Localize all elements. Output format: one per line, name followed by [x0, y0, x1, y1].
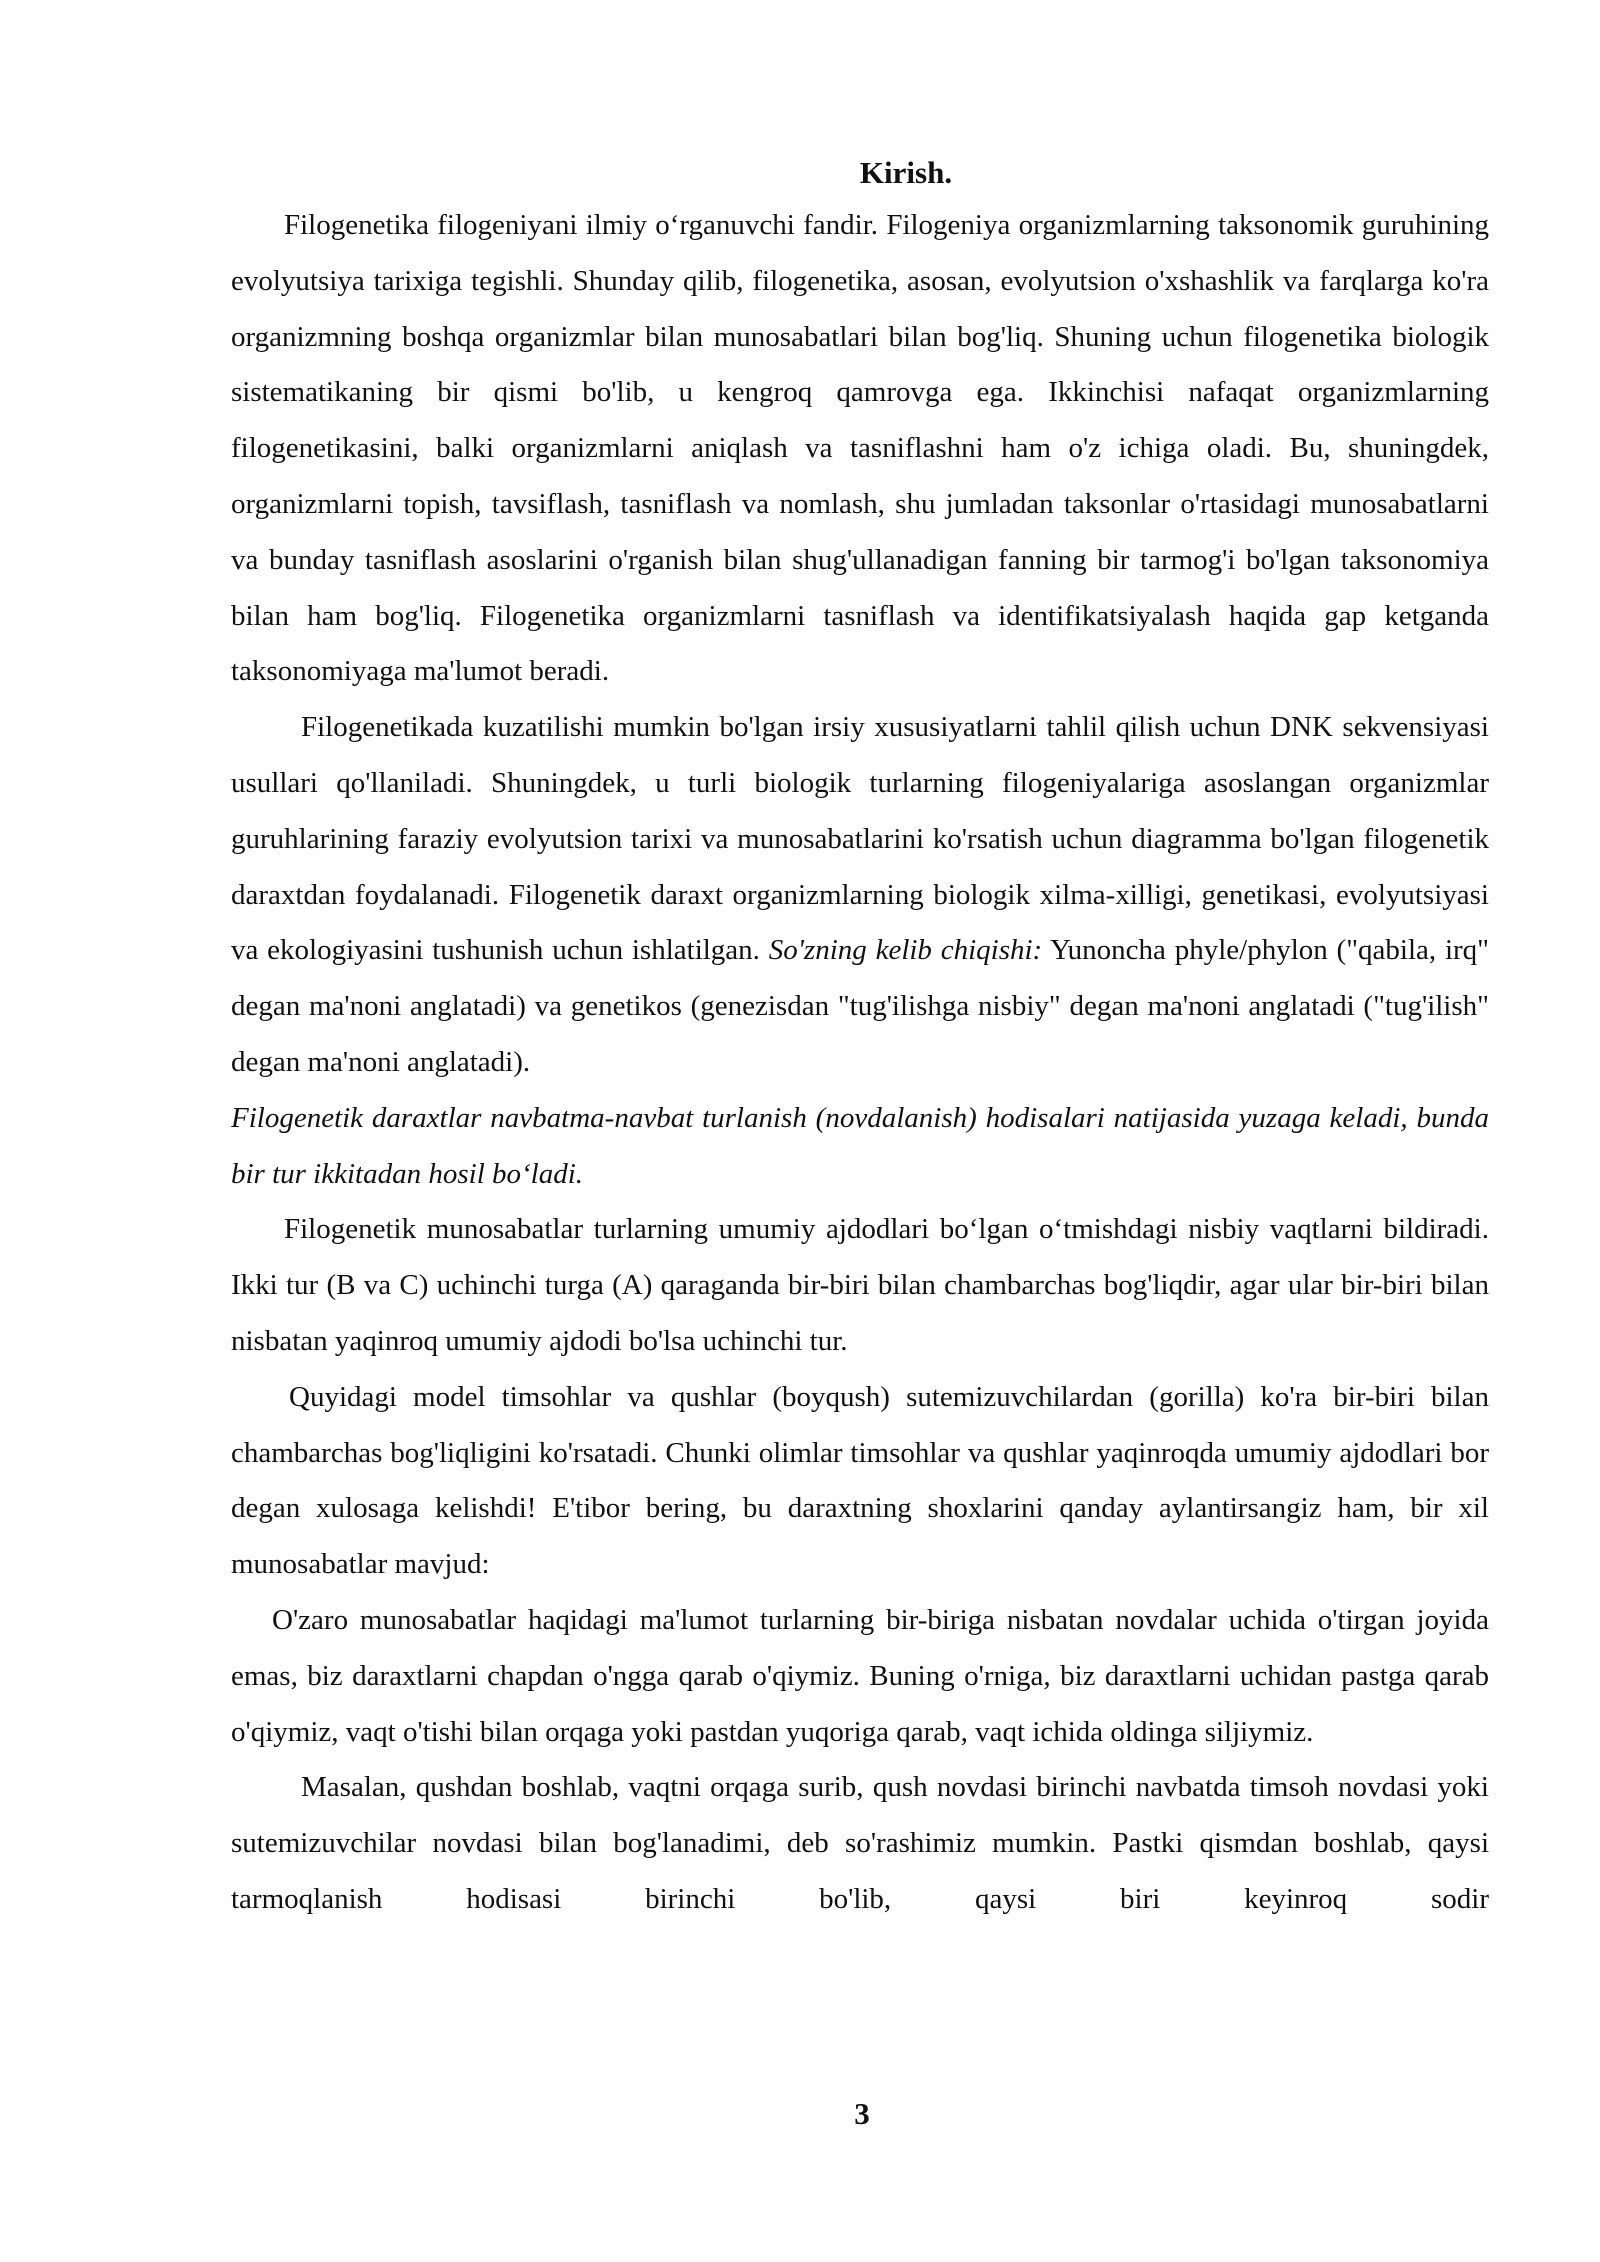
- document-page: [231, 148, 1489, 1928]
- italic-note-text: Filogenetik daraxtlar navbatma-navbat turlanish (novdalanish) hodisalari natijasida yuzaga keladi, bunda bir tur ikkitadan hosil bo‘ladi.: [231, 1101, 1489, 1190]
- paragraph-example: Masalan, qushdan boshlab, vaqtni orqaga surib, qush novdasi birinchi navbatda timsoh novdasi yoki sutemizuvchilar novdasi bilan bog'lanadimi, deb so'rashimiz mumkin. Pastki qismdan boshlab, qaysi tarmoqlanish hodisasi birinchi bo'lib, qaysi biri keyinroq sodir: [231, 1771, 1489, 1915]
- etymology-label: So'zning kelib chiqishi:: [768, 934, 1043, 967]
- paragraph-methods: [231, 700, 1489, 1091]
- page-number: 3: [854, 2096, 870, 2131]
- paragraph-italic-note: [231, 1091, 1489, 1203]
- paragraph-introduction: Filogenetika filogeniyani ilmiy o‘rganuvchi fandir. Filogeniya organizmlarning taksonomik guruhining evolyutsiya tarixiga tegishli. Shunday qilib, filogenetika, asosan, evolyutsion o'xshashlik va farqlarga ko'ra organizmning boshqa organizmlar bilan munosabatlari bilan bog'liq. Shuning uchun filogenetika biologik sistematikaning bir qismi bo'lib, u kengroq qamrovga ega. Ikkinchisi nafaqat organizmlarning filogenetikasini, balki organizmlarni aniqlash va tasniflashni ham o'z ichiga oladi. Bu, shuningdek, organizmlarni topish, tavsiflash, tasniflash va nomlash, shu jumladan taksonlar o'rtasidagi munosabatlarni va bunday tasniflash asoslarini o'rganish bilan shug'ullanadigan fanning bir tarmog'i bo'lgan taksonomiya bilan ham bog'liq. Filogenetika organizmlarni tasniflash va identifikatsiyalash haqida gap ketganda taksonomiyaga ma'lumot beradi.: [231, 209, 1489, 688]
- paragraph-methods-text: Filogenetikada kuzatilishi mumkin bo'lgan irsiy xususiyatlarni tahlil qilish uchun DNK sekvensiyasi usullari qo'llaniladi. Shuningdek, u turli biologik turlarning filogeniyalariga asoslangan organizmlar guruhlarining faraziy evolyutsion tarixi va munosabatlarini ko'rsatish uchun diagramma bo'lgan filogenetik daraxtdan foydalanadi. Filogenetik daraxt organizmlarning biologik xilma-xilligi, genetikasi, evolyutsiyasi va ekologiyasini tushunish uchun ishlatilgan.: [231, 711, 1489, 967]
- paragraph-relationships: Filogenetik munosabatlar turlarning umumiy ajdodlari bo‘lgan o‘tmishdagi nisbiy vaqtlarni bildiradi. Ikki tur (B va C) uchinchi turga (A) qaraganda bir-biri bilan chambarchas bog'liqdir, agar ular bir-biri bilan nisbatan yaqinroq umumiy ajdodi bo'lsa uchinchi tur.: [231, 1213, 1489, 1357]
- paragraph-etymology-text: Yunoncha phyle/phylon ("qabila, irq" degan ma'noni anglatadi) va genetikos (genezisdan "tug'ilishga nisbiy" degan ma'noni anglatadi ("tug'ilish" degan ma'noni anglatadi).: [231, 934, 1489, 1078]
- paragraph-reading-trees: O'zaro munosabatlar haqidagi ma'lumot turlarning bir-biriga nisbatan novdalar uchida o'tirgan joyida emas, biz daraxtlarni chapdan o'ngga qarab o'qiymiz. Buning o'rniga, biz daraxtlarni uchidan pastga qarab o'qiymiz, vaqt o'tishi bilan orqaga yoki pastdan yuqoriga qarab, vaqt ichida oldinga siljiymiz.: [231, 1603, 1489, 1748]
- paragraph-model: Quyidagi model timsohlar va qushlar (boyqush) sutemizuvchilardan (gorilla) ko'ra bir-biri bilan chambarchas bog'liqligini ko'rsatadi. Chunki olimlar timsohlar va qushlar yaqinroqda umumiy ajdodlari bor degan xulosaga kelishdi! E'tibor bering, bu daraxtning shoxlarini qanday aylantirsangiz ham, bir xil munosabatlar mavjud:: [231, 1380, 1489, 1581]
- section-title: Kirish.: [859, 155, 953, 190]
